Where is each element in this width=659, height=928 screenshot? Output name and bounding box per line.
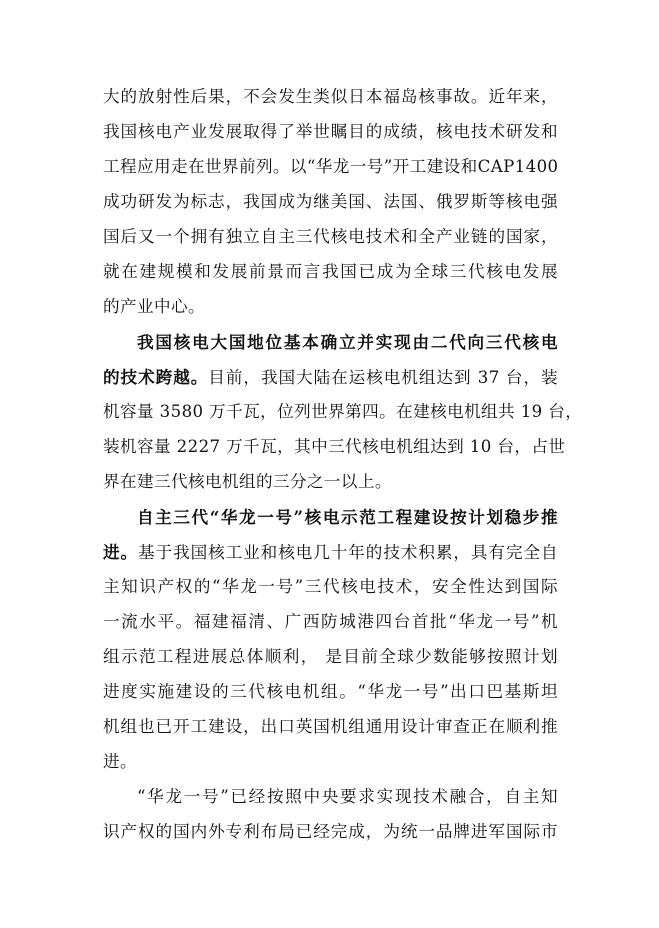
paragraph-lead: 进。 xyxy=(103,542,139,562)
text-line: 一流水平。福建福清、广西防城港四台首批“华龙一号”机 xyxy=(103,612,558,631)
text-line: 进。 xyxy=(103,752,137,771)
text-line: 界在建三代核电机组的三分之一以上。 xyxy=(103,472,392,491)
text-line: 机容量 3580 万千瓦，位列世界第四。在建核电机组共 19 台， xyxy=(103,402,583,421)
text-line: 装机容量 2227 万千瓦，其中三代核电机组达到 10 台，占世 xyxy=(103,437,566,456)
paragraph-lead: 自主三代“华龙一号”核电示范工程建设按计划稳步推 xyxy=(137,507,558,527)
text-line xyxy=(137,329,558,355)
text-line: 成功研发为标志，我国成为继美国、法国、俄罗斯等核电强 xyxy=(103,192,558,211)
paragraph-lead: 我国核电大国地位基本确立并实现由二代向三代核电 xyxy=(137,332,558,352)
paragraph-lead: 的技术跨越。 xyxy=(103,367,209,387)
text-line: 主知识产权的“华龙一号”三代核电技术，安全性达到国际 xyxy=(103,577,558,596)
line-text: 目前，我国大陆在运核电机组达到 37 台，装 xyxy=(208,368,558,387)
text-line: 工程应用走在世界前列。以“华龙一号”开工建设和CAP1400 xyxy=(103,157,559,176)
text-line: 的产业中心。 xyxy=(103,297,205,316)
text-line: “华龙一号”已经按照中央要求实现技术融合，自主知 xyxy=(137,787,558,806)
text-line xyxy=(103,364,558,390)
text-line: 识产权的国内外专利布局已经完成，为统一品牌进军国际市 xyxy=(103,822,558,841)
text-line: 就在建规模和发展前景而言我国已成为全球三代核电发展 xyxy=(103,262,558,281)
text-line: 国后又一个拥有独立自主三代核电技术和全产业链的国家， xyxy=(103,227,558,246)
line-text: 基于我国核工业和核电几十年的技术积累，具有完全自 xyxy=(138,543,558,562)
text-line xyxy=(137,504,558,530)
text-line: 机组也已开工建设，出口英国机组通用设计审查正在顺利推 xyxy=(103,717,558,736)
text-line: 我国核电产业发展取得了举世瞩目的成绩，核电技术研发和 xyxy=(103,122,558,141)
text-line xyxy=(103,539,558,565)
text-line: 进度实施建设的三代核电机组。“华龙一号”出口巴基斯坦 xyxy=(103,682,558,701)
text-line: 组示范工程进展总体顺利， 是目前全球少数能够按照计划 xyxy=(103,647,558,666)
text-line: 大的放射性后果，不会发生类似日本福岛核事故。近年来， xyxy=(103,87,558,106)
